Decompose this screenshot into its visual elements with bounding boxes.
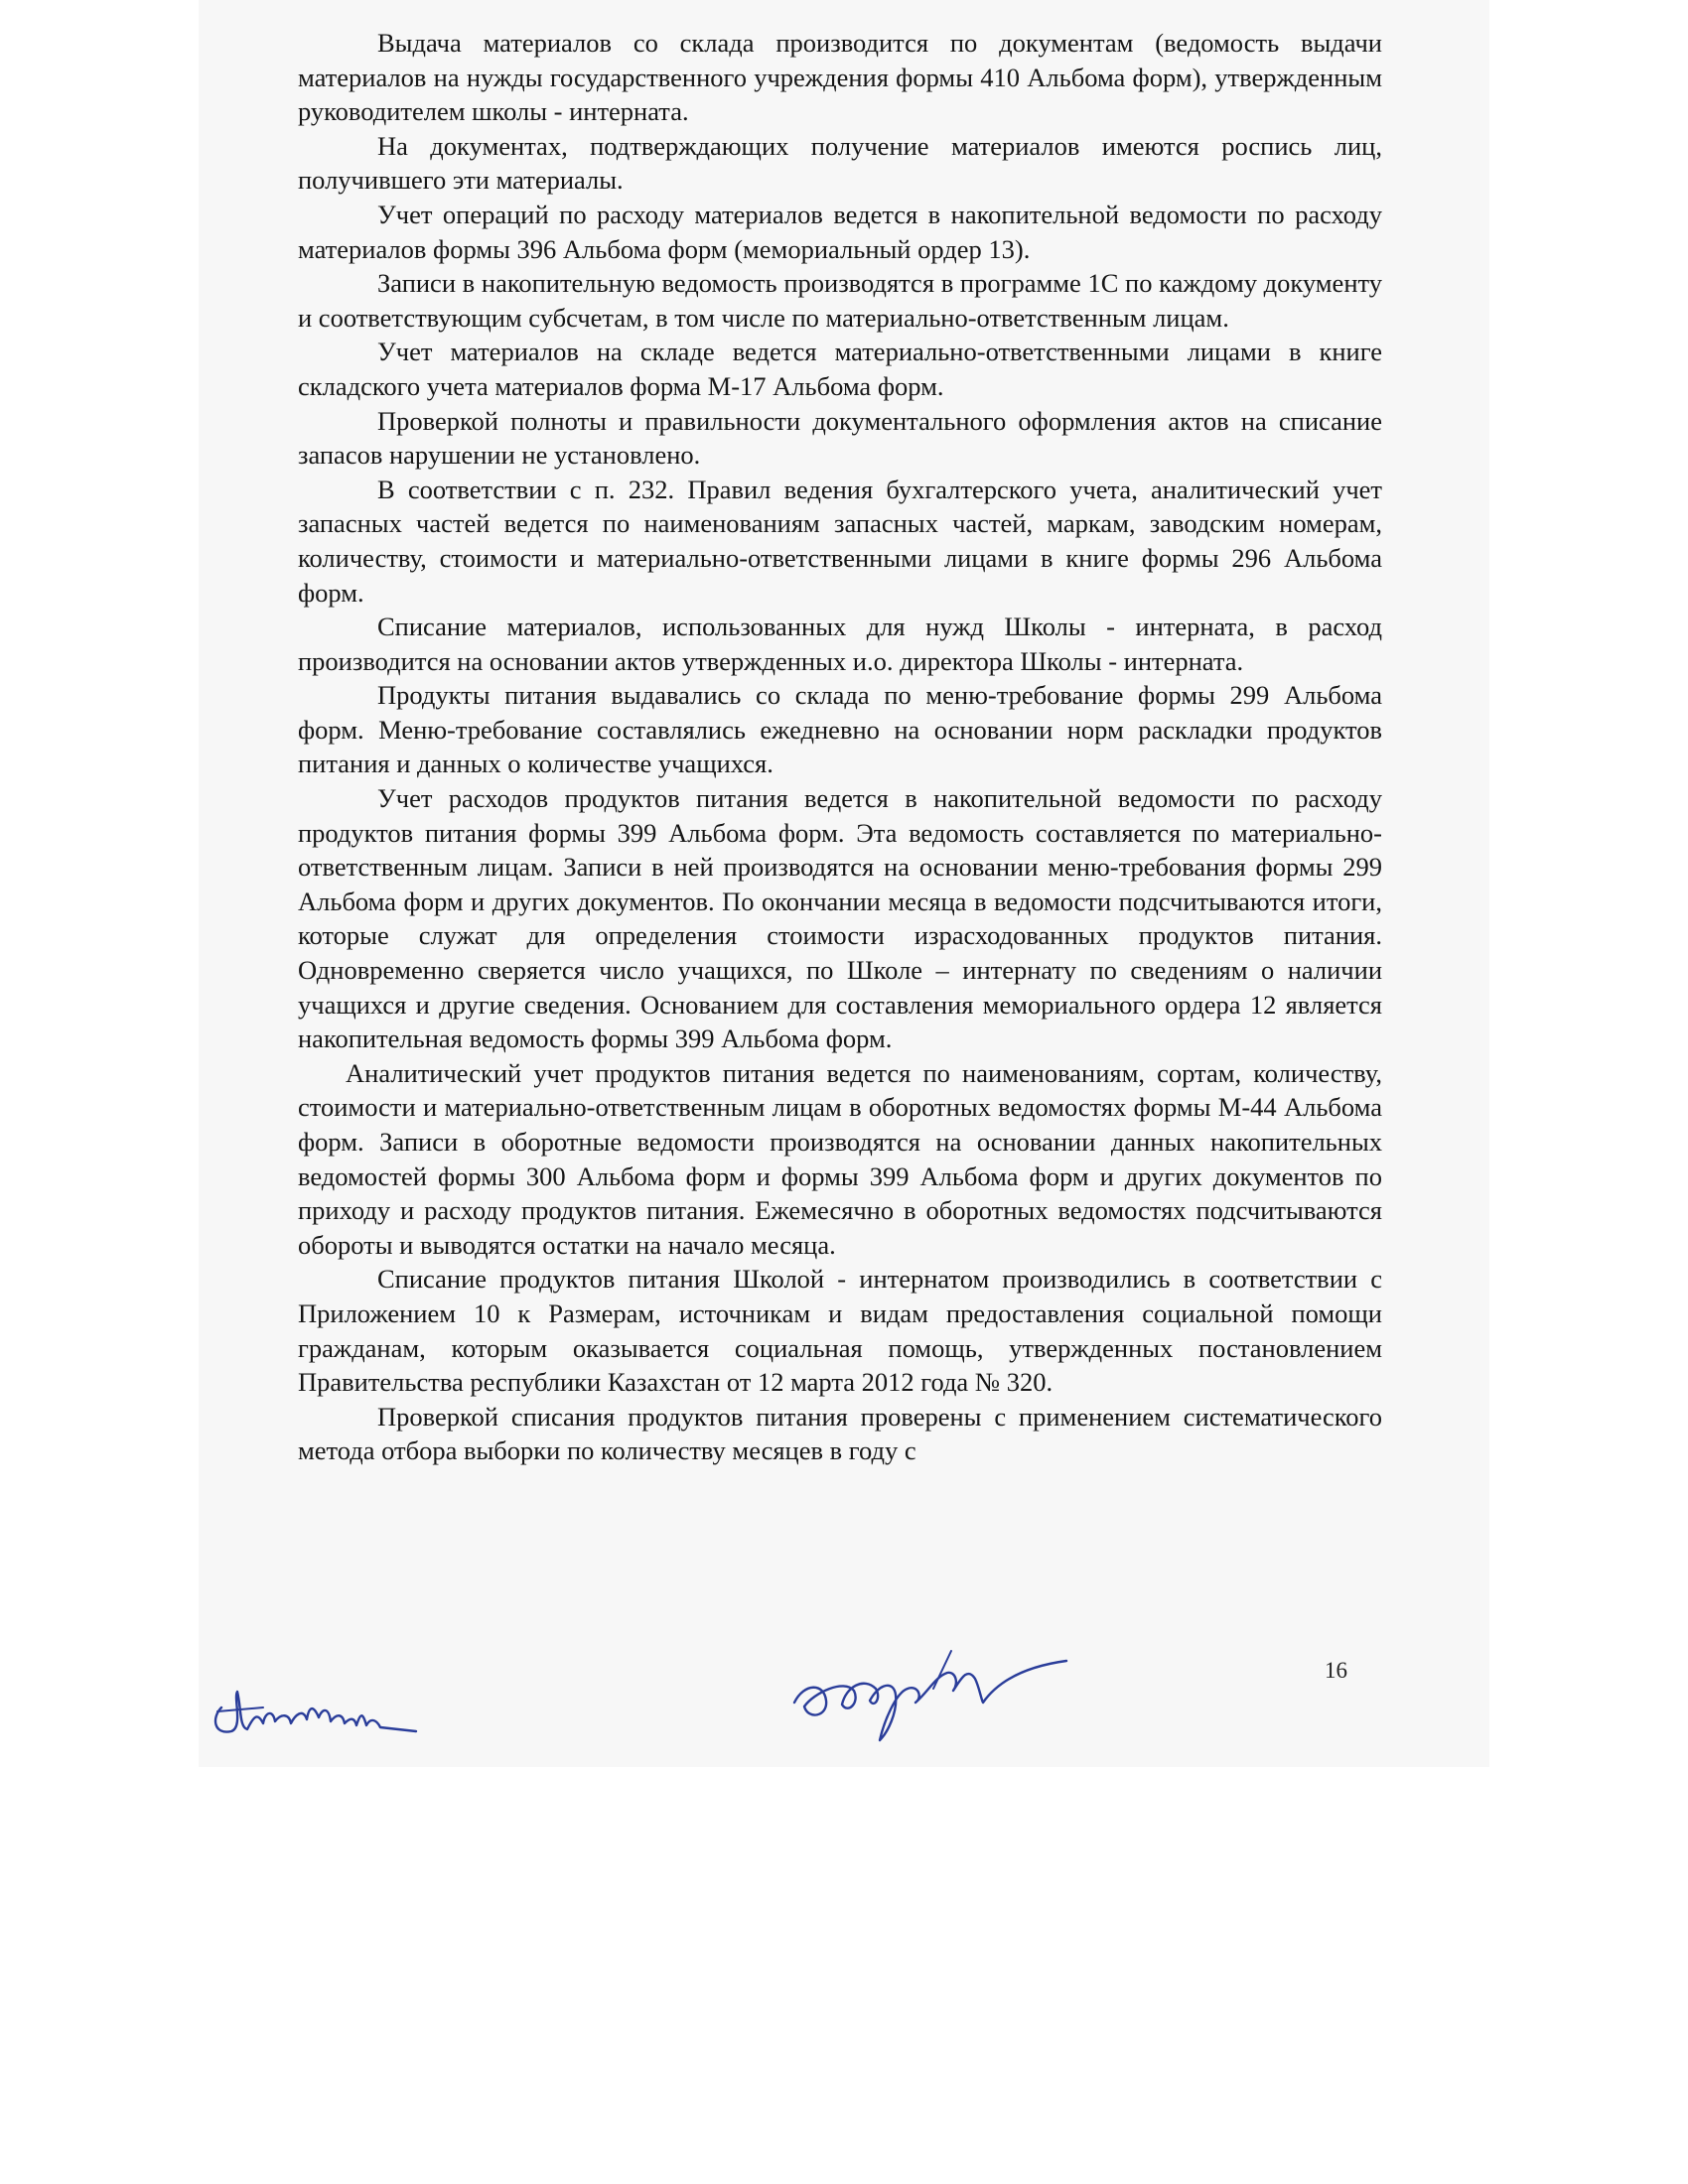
paragraph: Проверкой полноты и правильности документального оформления актов на списание запасов нарушении не установлено. [298, 405, 1382, 471]
paragraph: Продукты питания выдавались со склада по меню-требование формы 299 Альбома форм. Меню-требование составлялись ежедневно на основании норм раскладки продуктов питания и данных о количестве учащихся. [298, 680, 1382, 779]
paragraph: Списание материалов, использованных для нужд Школы - интерната, в расход производится на основании актов утвержденных и.о. директора Школы - интерната. [298, 612, 1382, 676]
paragraph: Аналитический учет продуктов питания ведется по наименованиям, сортам, количеству, стоимости и материально-ответственным лицам в оборотных ведомостях формы М-44 Альбома форм. Записи в оборотные ведомости производятся на основании данных накопительных ведомостей формы 300 Альбома форм и формы 399 Альбома форм и других документов по приходу и расходу продуктов питания. Ежемесячно в оборотных ведомостях подсчитываются обороты и выводятся остатки на начало месяца. [298, 1057, 1382, 1260]
paragraph: Выдача материалов со склада производится по документам (ведомость выдачи материалов на нужды государственного учреждения формы 410 Альбома форм), утвержденным руководителем школы - интерната. [298, 28, 1382, 127]
paragraph: В соответствии с п. 232. Правил ведения бухгалтерского учета, аналитический учет запасных частей ведется по наименованиям запасных частей, маркам, заводским номерам, количеству, стоимости и материально-ответственными лицами в книге формы 296 Альбома форм. [298, 474, 1382, 608]
paragraph: Проверкой списания продуктов питания проверены с применением систематического метода отбора выборки по количеству месяцев в году с [298, 1401, 1382, 1466]
paragraph: Учет операций по расходу материалов ведется в накопительной ведомости по расходу материалов формы 396 Альбома форм (мемориальный ордер 13). [298, 199, 1382, 264]
page-number: 16 [1325, 1658, 1347, 1683]
paragraph: Записи в накопительную ведомость производятся в программе 1С по каждому документу и соответствующим субсчетам, в том числе по материально-ответственным лицам. [298, 268, 1382, 333]
signature-left [204, 1678, 432, 1747]
document-body [298, 26, 1382, 1468]
signature-center [784, 1643, 1072, 1742]
paragraph: Списание продуктов питания Школой - интернатом производились в соответствии с Приложением 10 к Размерам, источникам и видам предоставления социальной помощи гражданам, которым оказывается социальная помощь, утвержденных постановлением Правительства республики Казахстан от 12 марта 2012 года № 320. [298, 1264, 1382, 1398]
paragraph: Учет расходов продуктов питания ведется в накопительной ведомости по расходу продуктов питания формы 399 Альбома форм. Эта ведомость составляется по материально-ответственным лицам. Записи в ней производятся на основании меню-требования формы 299 Альбома форм и других документов. По окончании месяца в ведомости подсчитываются итоги, которые служат для определения стоимости израсходованных продуктов питания. Одновременно сверяется число учащихся, по Школе – интернату по сведениям о наличии учащихся и другие сведения. Основанием для составления мемориального ордера 12 является накопительная ведомость формы 399 Альбома форм. [298, 783, 1382, 1054]
paragraph: На документах, подтверждающих получение материалов имеются роспись лиц, получившего эти материалы. [298, 130, 1382, 196]
paragraph: Учет материалов на складе ведется материально-ответственными лицами в книге складского учета материалов форма М-17 Альбома форм. [298, 337, 1382, 401]
